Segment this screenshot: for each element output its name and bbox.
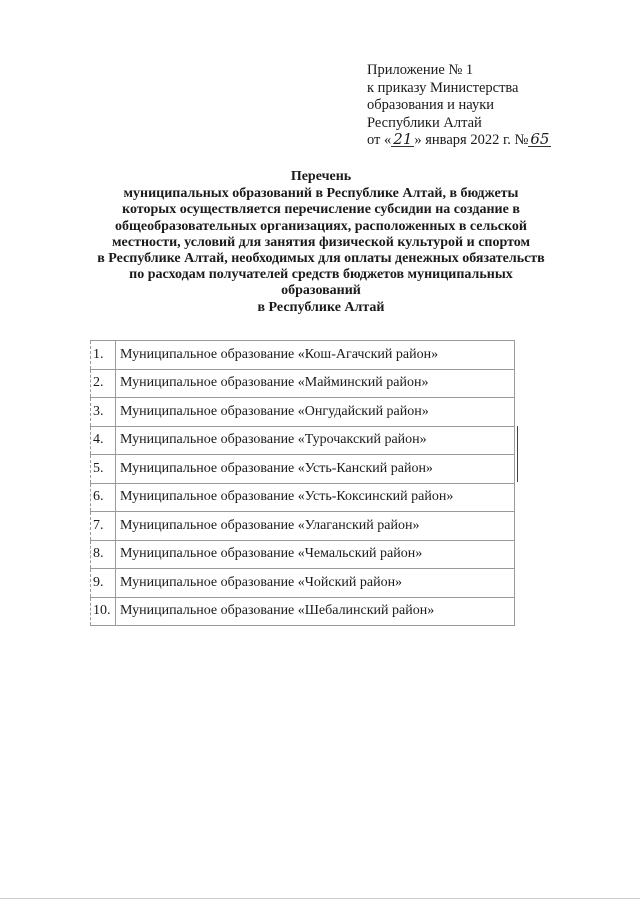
municipality-name: Муниципальное образование «Чойский район» xyxy=(116,569,515,598)
row-number: 5. xyxy=(91,455,116,484)
row-number: 2. xyxy=(91,369,116,398)
scan-edge-mark xyxy=(517,426,518,482)
municipality-name: Муниципальное образование «Кош-Агачский район» xyxy=(116,341,515,370)
date-prefix: от « xyxy=(367,132,392,148)
row-number: 8. xyxy=(91,540,116,569)
row-number: 7. xyxy=(91,512,116,541)
title-line: по расходам получателей средств бюджетов муниципальных xyxy=(129,267,513,283)
municipality-name: Муниципальное образование «Шебалинский район» xyxy=(116,597,515,626)
title-line: образований xyxy=(281,283,361,299)
handwritten-day: 21 xyxy=(393,130,413,148)
title-line: общеобразовательных организациях, расположенных в сельской xyxy=(115,218,527,234)
appendix-line-4: Республики Алтай xyxy=(367,114,482,131)
date-middle: » января 2022 г. № xyxy=(414,132,529,148)
table-row xyxy=(91,341,515,370)
municipality-name: Муниципальное образование «Чемальский район» xyxy=(116,540,515,569)
table-row xyxy=(91,597,515,626)
table-row xyxy=(91,540,515,569)
table-row xyxy=(91,369,515,398)
municipality-name: Муниципальное образование «Усть-Канский район» xyxy=(116,455,515,484)
handwritten-order-number: 65 xyxy=(530,130,550,148)
document-title xyxy=(80,169,562,316)
row-number: 3. xyxy=(91,398,116,427)
table-row xyxy=(91,455,515,484)
row-number: 1. xyxy=(91,341,116,370)
table-row xyxy=(91,569,515,598)
title-heading: Перечень xyxy=(290,169,352,184)
title-line: в Республике Алтай xyxy=(257,299,385,315)
appendix-line-3: образования и науки xyxy=(367,97,495,113)
row-number: 6. xyxy=(91,483,116,512)
row-number: 4. xyxy=(91,426,116,455)
row-number: 10. xyxy=(91,597,116,626)
table-row xyxy=(91,426,515,455)
title-line: которых осуществляется перечисление субсидии на создание в xyxy=(122,202,520,218)
title-line: местности, условий для занятия физической культурой и спортом xyxy=(111,234,531,250)
appendix-header xyxy=(367,62,607,150)
municipality-name: Муниципальное образование «Онгудайский район» xyxy=(116,398,515,427)
municipality-name: Муниципальное образование «Турочакский район» xyxy=(116,426,515,455)
table-row xyxy=(91,483,515,512)
municipality-name: Муниципальное образование «Усть-Коксинский район» xyxy=(116,483,515,512)
title-line: в Республике Алтай, необходимых для оплаты денежных обязательств xyxy=(97,251,545,267)
appendix-line-2: к приказу Министерства xyxy=(367,79,519,96)
table-row xyxy=(91,512,515,541)
appendix-line-1: Приложение № 1 xyxy=(367,62,474,78)
row-number: 9. xyxy=(91,569,116,598)
table-row xyxy=(91,398,515,427)
appendix-date-line xyxy=(367,132,607,150)
municipality-name: Муниципальное образование «Майминский район» xyxy=(116,369,515,398)
municipality-name: Муниципальное образование «Улаганский район» xyxy=(116,512,515,541)
title-line: муниципальных образований в Республике Алтай, в бюджеты xyxy=(123,186,519,202)
scan-bottom-edge xyxy=(0,898,640,899)
municipalities-table xyxy=(90,340,515,626)
